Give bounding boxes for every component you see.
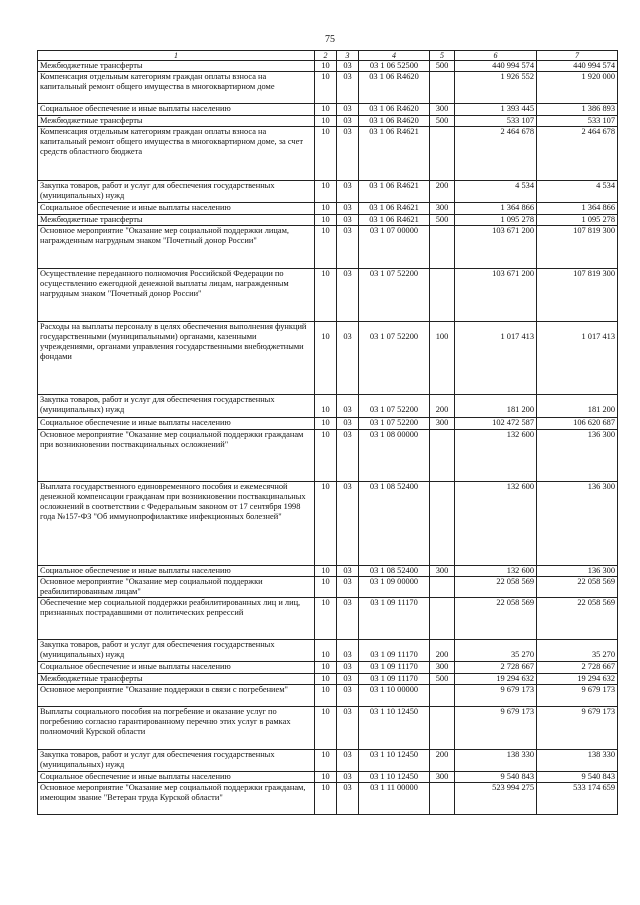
- cell-v1: 2 728 667: [455, 662, 537, 674]
- cell-v2: 1 017 413: [537, 322, 618, 395]
- cell-v2: 533 107: [537, 116, 618, 127]
- table-row: [38, 598, 618, 640]
- table-row: [38, 430, 618, 482]
- cell-v2: 136 300: [537, 482, 618, 566]
- cell-v2: 2 728 667: [537, 662, 618, 674]
- cell-name: Межбюджетные трансферты: [38, 116, 315, 127]
- cell-name: Компенсация отдельным категориям граждан оплаты взноса на капитальный ремонт общего имущества в многоквартирном доме, за счет средств областного бюджета: [38, 127, 315, 181]
- cell-rz: 10: [315, 598, 337, 640]
- cell-pr: 03: [337, 566, 359, 577]
- cell-pr: 03: [337, 116, 359, 127]
- cell-rz: 10: [315, 269, 337, 322]
- cell-name: Закупка товаров, работ и услуг для обеспечения государственных (муниципальных) нужд: [38, 181, 315, 203]
- cell-name: Социальное обеспечение и иные выплаты населению: [38, 772, 315, 783]
- cell-vr: 500: [430, 215, 455, 226]
- cell-v1: 1 017 413: [455, 322, 537, 395]
- cell-rz: 10: [315, 61, 337, 72]
- table-row: [38, 116, 618, 127]
- table-row: [38, 750, 618, 772]
- cell-vr: 200: [430, 181, 455, 203]
- cell-csr: 03 1 07 00000: [359, 226, 430, 269]
- cell-name: Основное мероприятие "Оказание поддержки в связи с погребением": [38, 685, 315, 707]
- table-row: [38, 203, 618, 215]
- budget-table: [37, 50, 618, 815]
- table-row: [38, 269, 618, 322]
- cell-v2: 1 920 000: [537, 72, 618, 104]
- cell-v2: 22 058 569: [537, 598, 618, 640]
- cell-pr: 03: [337, 662, 359, 674]
- cell-pr: 03: [337, 640, 359, 662]
- cell-vr: 300: [430, 662, 455, 674]
- cell-name: Закупка товаров, работ и услуг для обеспечения государственных (муниципальных) нужд: [38, 750, 315, 772]
- cell-vr: [430, 598, 455, 640]
- cell-name: Основное мероприятие "Оказание мер социальной поддержки реабилитированным лицам": [38, 577, 315, 598]
- cell-v1: 35 270: [455, 640, 537, 662]
- cell-v1: 9 540 843: [455, 772, 537, 783]
- cell-v1: 4 534: [455, 181, 537, 203]
- cell-v1: 1 364 866: [455, 203, 537, 215]
- cell-vr: [430, 430, 455, 482]
- cell-name: Обеспечение мер социальной поддержки реабилитированных лиц и лиц, признанных пострадавшими от политических репрессий: [38, 598, 315, 640]
- cell-csr: 03 1 06 52500: [359, 61, 430, 72]
- cell-v2: 19 294 632: [537, 674, 618, 685]
- table-row: [38, 104, 618, 116]
- cell-v1: 1 926 552: [455, 72, 537, 104]
- cell-csr: 03 1 08 52400: [359, 482, 430, 566]
- cell-name: Компенсация отдельным категориям граждан оплаты взноса на капитальный ремонт общего имущества в многоквартирном доме: [38, 72, 315, 104]
- cell-rz: 10: [315, 707, 337, 750]
- cell-vr: [430, 269, 455, 322]
- cell-name: Социальное обеспечение и иные выплаты населению: [38, 104, 315, 116]
- cell-rz: 10: [315, 783, 337, 815]
- table-row: [38, 783, 618, 815]
- cell-vr: [430, 72, 455, 104]
- cell-v2: 533 174 659: [537, 783, 618, 815]
- cell-name: Закупка товаров, работ и услуг для обеспечения государственных (муниципальных) нужд: [38, 640, 315, 662]
- cell-pr: 03: [337, 674, 359, 685]
- cell-csr: 03 1 07 52200: [359, 269, 430, 322]
- cell-v2: 1 095 278: [537, 215, 618, 226]
- cell-v2: 22 058 569: [537, 577, 618, 598]
- cell-pr: 03: [337, 127, 359, 181]
- cell-v1: 22 058 569: [455, 598, 537, 640]
- cell-pr: 03: [337, 750, 359, 772]
- cell-v2: 107 819 300: [537, 269, 618, 322]
- cell-v1: 533 107: [455, 116, 537, 127]
- cell-name: Социальное обеспечение и иные выплаты населению: [38, 662, 315, 674]
- cell-name: Выплаты социального пособия на погребение и оказание услуг по погребению согласно гарантированному перечню этих услуг в рамках полномочий Курской области: [38, 707, 315, 750]
- cell-rz: 10: [315, 662, 337, 674]
- cell-rz: 10: [315, 203, 337, 215]
- cell-pr: 03: [337, 322, 359, 395]
- cell-name: Межбюджетные трансферты: [38, 215, 315, 226]
- cell-rz: 10: [315, 577, 337, 598]
- cell-name: Основное мероприятие "Оказание мер социальной поддержки лицам, награжденным нагрудным знаком "Почетный донор России": [38, 226, 315, 269]
- cell-v2: 440 994 574: [537, 61, 618, 72]
- cell-vr: 300: [430, 418, 455, 430]
- cell-pr: 03: [337, 181, 359, 203]
- column-number: 2: [315, 51, 337, 61]
- cell-vr: 100: [430, 322, 455, 395]
- column-number: 5: [430, 51, 455, 61]
- cell-rz: 10: [315, 418, 337, 430]
- cell-vr: 200: [430, 750, 455, 772]
- cell-csr: 03 1 09 11170: [359, 640, 430, 662]
- table-row: [38, 662, 618, 674]
- cell-v1: 138 330: [455, 750, 537, 772]
- cell-v1: 19 294 632: [455, 674, 537, 685]
- cell-rz: 10: [315, 482, 337, 566]
- cell-csr: 03 1 09 11170: [359, 674, 430, 685]
- cell-rz: 10: [315, 322, 337, 395]
- cell-v1: 132 600: [455, 566, 537, 577]
- cell-vr: 300: [430, 203, 455, 215]
- cell-v1: 2 464 678: [455, 127, 537, 181]
- cell-name: Межбюджетные трансферты: [38, 674, 315, 685]
- cell-vr: [430, 685, 455, 707]
- cell-v1: 102 472 587: [455, 418, 537, 430]
- cell-v2: 136 300: [537, 430, 618, 482]
- cell-rz: 10: [315, 566, 337, 577]
- table-row: [38, 61, 618, 72]
- cell-name: Социальное обеспечение и иные выплаты населению: [38, 203, 315, 215]
- cell-csr: 03 1 06 R4620: [359, 116, 430, 127]
- cell-pr: 03: [337, 577, 359, 598]
- cell-csr: 03 1 10 12450: [359, 772, 430, 783]
- cell-v2: 1 386 893: [537, 104, 618, 116]
- cell-rz: 10: [315, 772, 337, 783]
- cell-vr: 300: [430, 104, 455, 116]
- cell-v2: 136 300: [537, 566, 618, 577]
- cell-v2: 35 270: [537, 640, 618, 662]
- table-row: [38, 72, 618, 104]
- cell-vr: [430, 577, 455, 598]
- cell-csr: 03 1 06 R4621: [359, 127, 430, 181]
- cell-pr: 03: [337, 226, 359, 269]
- cell-v2: 9 540 843: [537, 772, 618, 783]
- cell-pr: 03: [337, 104, 359, 116]
- column-number-row: [38, 51, 618, 61]
- cell-pr: 03: [337, 482, 359, 566]
- cell-v1: 132 600: [455, 482, 537, 566]
- cell-vr: [430, 226, 455, 269]
- table-row: [38, 395, 618, 418]
- cell-name: Основное мероприятие "Оказание мер социальной поддержки гражданам при возникновении поствакцинальных осложнений": [38, 430, 315, 482]
- cell-vr: 300: [430, 566, 455, 577]
- cell-rz: 10: [315, 674, 337, 685]
- cell-v1: 181 200: [455, 395, 537, 418]
- cell-rz: 10: [315, 226, 337, 269]
- cell-rz: 10: [315, 72, 337, 104]
- cell-v2: 107 819 300: [537, 226, 618, 269]
- column-number: 3: [337, 51, 359, 61]
- cell-name: Выплата государственного единовременного пособия и ежемесячной денежной компенсации гражданам при возникновении поствакцинальных осложнений в соответствии с Федеральным законом от 17 сентября 1998 года №157-ФЗ "Об иммунопрофилактике инфекционных болезней": [38, 482, 315, 566]
- cell-csr: 03 1 09 00000: [359, 577, 430, 598]
- cell-pr: 03: [337, 783, 359, 815]
- column-number: 1: [38, 51, 315, 61]
- cell-csr: 03 1 07 52200: [359, 322, 430, 395]
- cell-csr: 03 1 11 00000: [359, 783, 430, 815]
- column-number: 4: [359, 51, 430, 61]
- cell-csr: 03 1 06 R4621: [359, 215, 430, 226]
- table-row: [38, 322, 618, 395]
- cell-vr: 500: [430, 674, 455, 685]
- cell-vr: 500: [430, 116, 455, 127]
- cell-v1: 1 393 445: [455, 104, 537, 116]
- cell-name: Закупка товаров, работ и услуг для обеспечения государственных (муниципальных) нужд: [38, 395, 315, 418]
- cell-v1: 103 671 200: [455, 269, 537, 322]
- cell-v1: 523 994 275: [455, 783, 537, 815]
- cell-csr: 03 1 06 R4621: [359, 203, 430, 215]
- cell-csr: 03 1 07 52200: [359, 418, 430, 430]
- column-number: 6: [455, 51, 537, 61]
- cell-v2: 4 534: [537, 181, 618, 203]
- table-row: [38, 181, 618, 203]
- cell-v1: 22 058 569: [455, 577, 537, 598]
- cell-v1: 440 994 574: [455, 61, 537, 72]
- cell-vr: 200: [430, 395, 455, 418]
- cell-pr: 03: [337, 430, 359, 482]
- table-row: [38, 685, 618, 707]
- cell-csr: 03 1 06 R4620: [359, 72, 430, 104]
- table-row: [38, 215, 618, 226]
- cell-rz: 10: [315, 750, 337, 772]
- cell-rz: 10: [315, 640, 337, 662]
- cell-pr: 03: [337, 61, 359, 72]
- cell-vr: 200: [430, 640, 455, 662]
- page-number: 75: [325, 34, 335, 45]
- cell-rz: 10: [315, 430, 337, 482]
- cell-vr: 500: [430, 61, 455, 72]
- cell-rz: 10: [315, 685, 337, 707]
- cell-rz: 10: [315, 181, 337, 203]
- cell-name: Основное мероприятие "Оказание мер социальной поддержки гражданам, имеющим звание "Ветеран труда Курской области": [38, 783, 315, 815]
- cell-v1: 103 671 200: [455, 226, 537, 269]
- cell-v2: 181 200: [537, 395, 618, 418]
- cell-vr: [430, 707, 455, 750]
- cell-v2: 9 679 173: [537, 707, 618, 750]
- cell-csr: 03 1 10 00000: [359, 685, 430, 707]
- cell-pr: 03: [337, 598, 359, 640]
- cell-rz: 10: [315, 104, 337, 116]
- table-row: [38, 674, 618, 685]
- table-row: [38, 418, 618, 430]
- cell-pr: 03: [337, 203, 359, 215]
- cell-rz: 10: [315, 215, 337, 226]
- cell-v1: 132 600: [455, 430, 537, 482]
- cell-pr: 03: [337, 685, 359, 707]
- cell-rz: 10: [315, 127, 337, 181]
- cell-name: Социальное обеспечение и иные выплаты населению: [38, 566, 315, 577]
- table-row: [38, 566, 618, 577]
- table-row: [38, 772, 618, 783]
- cell-csr: 03 1 06 R4620: [359, 104, 430, 116]
- cell-csr: 03 1 06 R4621: [359, 181, 430, 203]
- cell-csr: 03 1 08 00000: [359, 430, 430, 482]
- cell-pr: 03: [337, 418, 359, 430]
- cell-vr: [430, 127, 455, 181]
- cell-v2: 1 364 866: [537, 203, 618, 215]
- table-row: [38, 577, 618, 598]
- cell-vr: 300: [430, 772, 455, 783]
- cell-csr: 03 1 10 12450: [359, 750, 430, 772]
- table-row: [38, 707, 618, 750]
- cell-v2: 106 620 687: [537, 418, 618, 430]
- cell-pr: 03: [337, 707, 359, 750]
- cell-name: Социальное обеспечение и иные выплаты населению: [38, 418, 315, 430]
- cell-csr: 03 1 08 52400: [359, 566, 430, 577]
- cell-v2: 9 679 173: [537, 685, 618, 707]
- cell-v1: 9 679 173: [455, 685, 537, 707]
- cell-csr: 03 1 10 12450: [359, 707, 430, 750]
- table-row: [38, 640, 618, 662]
- cell-v2: 138 330: [537, 750, 618, 772]
- table-row: [38, 226, 618, 269]
- table-row: [38, 482, 618, 566]
- cell-csr: 03 1 09 11170: [359, 598, 430, 640]
- cell-vr: [430, 783, 455, 815]
- cell-pr: 03: [337, 395, 359, 418]
- column-number: 7: [537, 51, 618, 61]
- cell-csr: 03 1 09 11170: [359, 662, 430, 674]
- cell-name: Осуществление переданного полномочия Российской Федерации по осуществлению ежегодной денежной выплаты лицам, награжденным нагрудным знаком "Почетный донор России": [38, 269, 315, 322]
- cell-pr: 03: [337, 215, 359, 226]
- cell-pr: 03: [337, 72, 359, 104]
- cell-pr: 03: [337, 772, 359, 783]
- cell-v1: 1 095 278: [455, 215, 537, 226]
- table-row: [38, 127, 618, 181]
- cell-pr: 03: [337, 269, 359, 322]
- cell-rz: 10: [315, 116, 337, 127]
- cell-name: Межбюджетные трансферты: [38, 61, 315, 72]
- cell-rz: 10: [315, 395, 337, 418]
- cell-vr: [430, 482, 455, 566]
- cell-v2: 2 464 678: [537, 127, 618, 181]
- cell-name: Расходы на выплаты персоналу в целях обеспечения выполнения функций государственными (муниципальными) органами, казенными учреждениями, органами управления государственными внебюджетными фондами: [38, 322, 315, 395]
- cell-v1: 9 679 173: [455, 707, 537, 750]
- cell-csr: 03 1 07 52200: [359, 395, 430, 418]
